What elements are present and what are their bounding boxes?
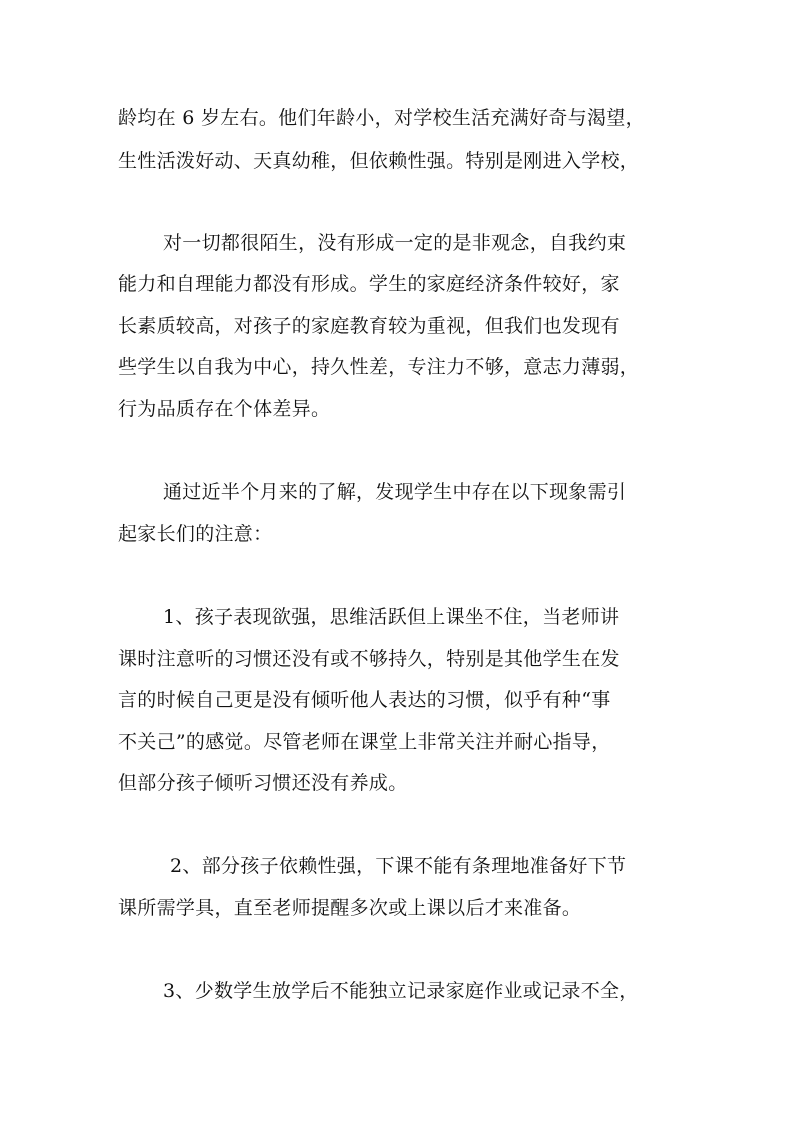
list-item-1-line: 1、孩子表现欲强，思维活跃但上课坐不住，当老师讲 (163, 606, 620, 628)
text-line: 课时注意听的习惯还没有或不够持久，特别是其他学生在发 (118, 648, 620, 670)
text-line: 能力和自理能力都没有形成。学生的家庭经济条件较好，家 (118, 273, 620, 295)
text-line: 言的时候自己更是没有倾听他人表达的习惯，似乎有种“事 (118, 689, 611, 711)
paragraph-start-line: 对一切都很陌生，没有形成一定的是非观念，自我约束 (163, 232, 627, 254)
text-line: 起家长们的注意： (118, 523, 273, 545)
list-item-2-line: 2、部分孩子依赖性强，下课不能有条理地准备好下节 (170, 855, 627, 877)
text-line: 些学生以自我为中心，持久性差，专注力不够，意志力薄弱， (118, 356, 640, 378)
text-line: 生性活泼好动、天真幼稚，但依赖性强。特别是刚进入学校， (118, 150, 640, 172)
text-line: 行为品质存在个体差异。 (118, 398, 331, 420)
text-line: 不关己”的感觉。尽管老师在课堂上非常关注并耐心指导， (118, 731, 611, 753)
text-line: 龄均在 6 岁左右。他们年龄小，对学校生活充满好奇与渴望， (118, 107, 645, 129)
text-line: 但部分孩子倾听习惯还没有养成。 (118, 772, 408, 794)
list-item-3-line: 3、少数学生放学后不能独立记录家庭作业或记录不全， (163, 980, 639, 1002)
paragraph-start-line: 通过近半个月来的了解，发现学生中存在以下现象需引 (163, 481, 627, 503)
text-line: 长素质较高，对孩子的家庭教育较为重视，但我们也发现有 (118, 315, 620, 337)
text-line: 课所需学具，直至老师提醒多次或上课以后才来准备。 (118, 897, 582, 919)
